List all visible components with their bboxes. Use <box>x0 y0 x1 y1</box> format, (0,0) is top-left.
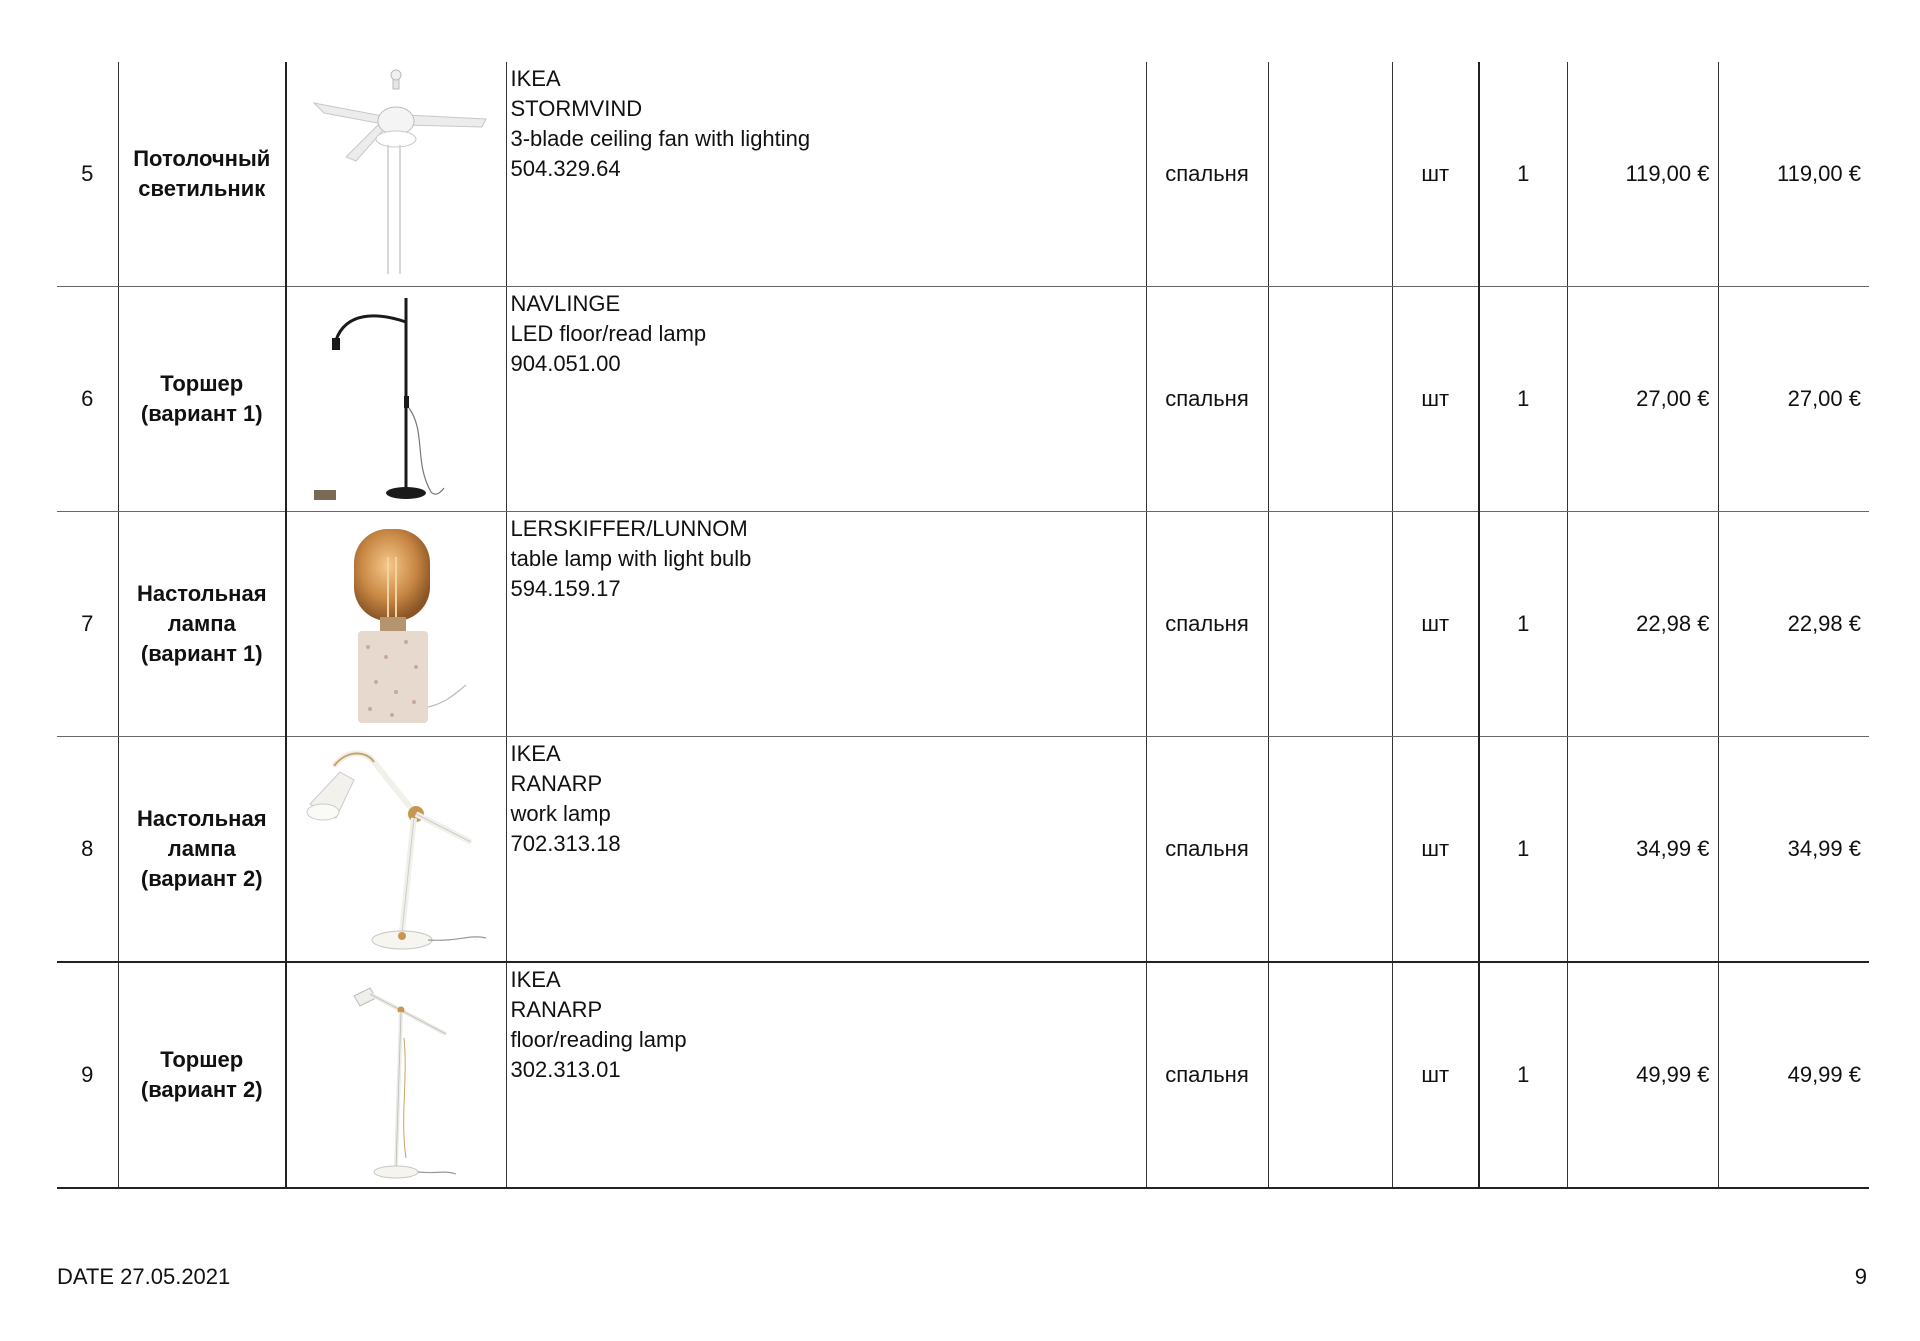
item-total: 22,98 € <box>1718 512 1869 737</box>
item-unit: шт <box>1392 287 1479 512</box>
item-price: 22,98 € <box>1567 512 1718 737</box>
ceiling-fan-icon <box>296 69 496 279</box>
item-total: 119,00 € <box>1718 62 1869 287</box>
row-number: 6 <box>57 287 118 512</box>
desc-line: NAVLINGE <box>510 291 621 316</box>
item-unit: шт <box>1392 62 1479 287</box>
row-number: 9 <box>57 962 118 1188</box>
item-name <box>118 287 286 512</box>
desc-line: IKEA <box>510 66 561 91</box>
item-photo <box>286 737 506 963</box>
item-photo <box>286 62 506 287</box>
desc-line: 702.313.18 <box>510 831 621 856</box>
empty-cell <box>1268 512 1392 737</box>
item-name-line: лампа <box>167 836 236 861</box>
item-name-line: Торшер <box>160 371 244 396</box>
item-photo <box>286 962 506 1188</box>
floor-lamp-icon <box>296 292 496 506</box>
table-row <box>57 287 1869 512</box>
page-number: 9 <box>1854 1264 1867 1289</box>
empty-cell <box>1268 62 1392 287</box>
table-row <box>57 737 1869 963</box>
desc-line: 504.329.64 <box>510 156 621 181</box>
spec-table <box>57 62 1869 1189</box>
item-description <box>506 287 1146 512</box>
desc-line: 904.051.00 <box>510 351 621 376</box>
item-quantity: 1 <box>1479 512 1567 737</box>
table-row <box>57 512 1869 737</box>
item-quantity: 1 <box>1479 287 1567 512</box>
item-unit: шт <box>1392 737 1479 963</box>
item-name-line: (вариант 2) <box>140 1077 263 1102</box>
desc-line: LERSKIFFER/LUNNOM <box>510 516 748 541</box>
desc-line: 594.159.17 <box>510 576 621 601</box>
item-price: 49,99 € <box>1567 962 1718 1188</box>
item-quantity: 1 <box>1479 62 1567 287</box>
item-total: 27,00 € <box>1718 287 1869 512</box>
desc-line: STORMVIND <box>510 96 643 121</box>
item-name-line: (вариант 1) <box>140 401 263 426</box>
desc-line: floor/reading lamp <box>510 1027 687 1052</box>
item-description <box>506 962 1146 1188</box>
desc-line: work lamp <box>510 801 611 826</box>
row-number: 8 <box>57 737 118 963</box>
item-price: 119,00 € <box>1567 62 1718 287</box>
item-unit: шт <box>1392 962 1479 1188</box>
empty-cell <box>1268 737 1392 963</box>
item-unit: шт <box>1392 512 1479 737</box>
item-description <box>506 62 1146 287</box>
item-name-line: Потолочный <box>133 146 271 171</box>
desc-line: RANARP <box>510 771 603 796</box>
desc-line: table lamp with light bulb <box>510 546 752 571</box>
item-name <box>118 737 286 963</box>
item-name <box>118 512 286 737</box>
desc-line: 302.313.01 <box>510 1057 621 1082</box>
item-room: спальня <box>1146 287 1268 512</box>
item-photo <box>286 287 506 512</box>
item-quantity: 1 <box>1479 962 1567 1188</box>
item-price: 34,99 € <box>1567 737 1718 963</box>
item-description <box>506 512 1146 737</box>
item-name-line: лампа <box>167 611 236 636</box>
item-room: спальня <box>1146 512 1268 737</box>
item-room: спальня <box>1146 962 1268 1188</box>
item-price: 27,00 € <box>1567 287 1718 512</box>
item-total: 49,99 € <box>1718 962 1869 1188</box>
item-name-line: Настольная <box>136 806 267 831</box>
empty-cell <box>1268 962 1392 1188</box>
desc-line: IKEA <box>510 967 561 992</box>
item-name <box>118 962 286 1188</box>
item-name-line: Настольная <box>136 581 267 606</box>
row-number: 7 <box>57 512 118 737</box>
desc-line: 3-blade ceiling fan with lighting <box>510 126 811 151</box>
desc-line: RANARP <box>510 997 603 1022</box>
item-description <box>506 737 1146 963</box>
item-photo <box>286 512 506 737</box>
item-room: спальня <box>1146 62 1268 287</box>
table-row <box>57 62 1869 287</box>
item-name <box>118 62 286 287</box>
footer-date: DATE 27.05.2021 <box>57 1264 231 1289</box>
table-row <box>57 962 1869 1188</box>
item-name-line: светильник <box>138 176 266 201</box>
item-room: спальня <box>1146 737 1268 963</box>
table-lamp-bulb-icon <box>296 517 496 731</box>
work-lamp-icon <box>296 742 496 956</box>
desc-line: IKEA <box>510 741 561 766</box>
empty-cell <box>1268 287 1392 512</box>
reading-floor-lamp-icon <box>296 968 496 1182</box>
item-total: 34,99 € <box>1718 737 1869 963</box>
item-quantity: 1 <box>1479 737 1567 963</box>
item-name-line: (вариант 2) <box>140 866 263 891</box>
item-name-line: Торшер <box>160 1047 244 1072</box>
item-name-line: (вариант 1) <box>140 641 263 666</box>
desc-line: LED floor/read lamp <box>510 321 707 346</box>
row-number: 5 <box>57 62 118 287</box>
